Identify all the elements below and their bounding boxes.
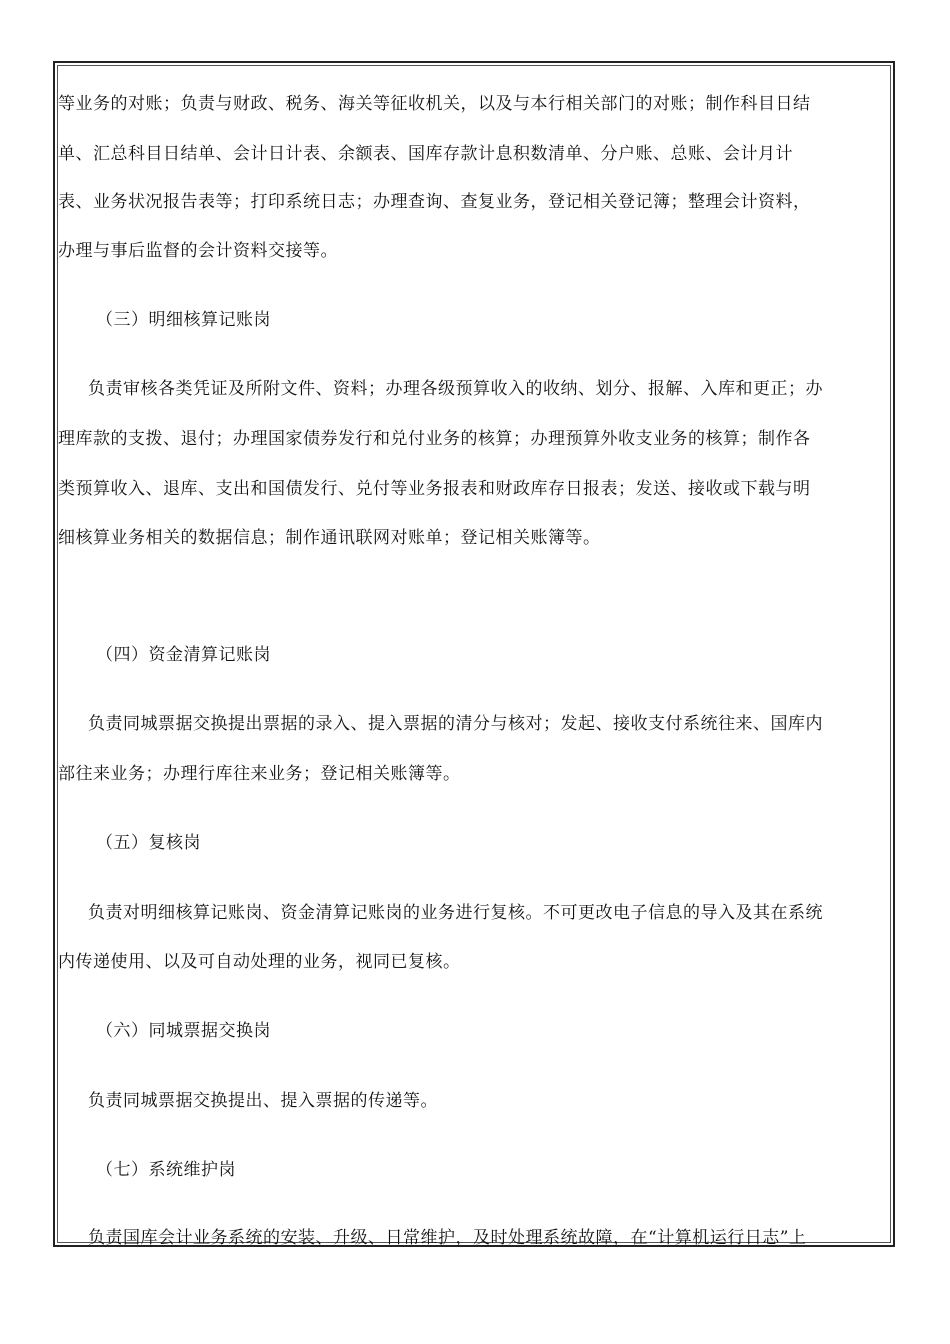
paragraph-line: 负责同城票据交换提出票据的录入、提入票据的清分与核对；发起、接收支付系统往来、国库内	[88, 714, 823, 734]
paragraph-line: 内传递使用、以及可自动处理的业务，视同已复核。	[58, 952, 461, 972]
section-heading: （六）同城票据交换岗	[96, 1021, 271, 1041]
paragraph-line: 部往来业务；办理行库往来业务；登记相关账簿等。	[58, 764, 461, 784]
section-heading: （三）明细核算记账岗	[96, 310, 271, 330]
paragraph-line: 表、业务状况报告表等；打印系统日志；办理查询、查复业务，登记相关登记簿；整理会计资料，	[58, 192, 811, 212]
section-heading: （七）系统维护岗	[96, 1160, 236, 1180]
paragraph-line: 负责对明细核算记账岗、资金清算记账岗的业务进行复核。不可更改电子信息的导入及其在系统	[88, 903, 823, 923]
paragraph-line: 办理与事后监督的会计资料交接等。	[58, 241, 338, 261]
paragraph-line: 理库款的支拨、退付；办理国家债券发行和兑付业务的核算；办理预算外收支业务的核算；制作各	[58, 429, 811, 449]
paragraph-line: 单、汇总科目日结单、会计日计表、余额表、国库存款计息积数清单、分户账、总账、会计月计	[58, 144, 793, 164]
paragraph-line: 等业务的对账；负责与财政、税务、海关等征收机关，以及与本行相关部门的对账；制作科目日结	[58, 94, 811, 114]
section-heading: （五）复核岗	[96, 833, 201, 853]
paragraph-line: 类预算收入、退库、支出和国债发行、兑付等业务报表和财政库存日报表；发送、接收或下载与明	[58, 479, 811, 499]
paragraph-line: 负责国库会计业务系统的安装、升级、日常维护，及时处理系统故障，在“计算机运行日志”上	[88, 1228, 807, 1248]
paragraph-line: 负责同城票据交换提出、提入票据的传递等。	[88, 1091, 438, 1111]
paragraph-line: 负责审核各类凭证及所附文件、资料；办理各级预算收入的收纳、划分、报解、入库和更正；办	[88, 379, 823, 399]
paragraph-line: 细核算业务相关的数据信息；制作通讯联网对账单；登记相关账簿等。	[58, 528, 601, 548]
section-heading: （四）资金清算记账岗	[96, 645, 271, 665]
